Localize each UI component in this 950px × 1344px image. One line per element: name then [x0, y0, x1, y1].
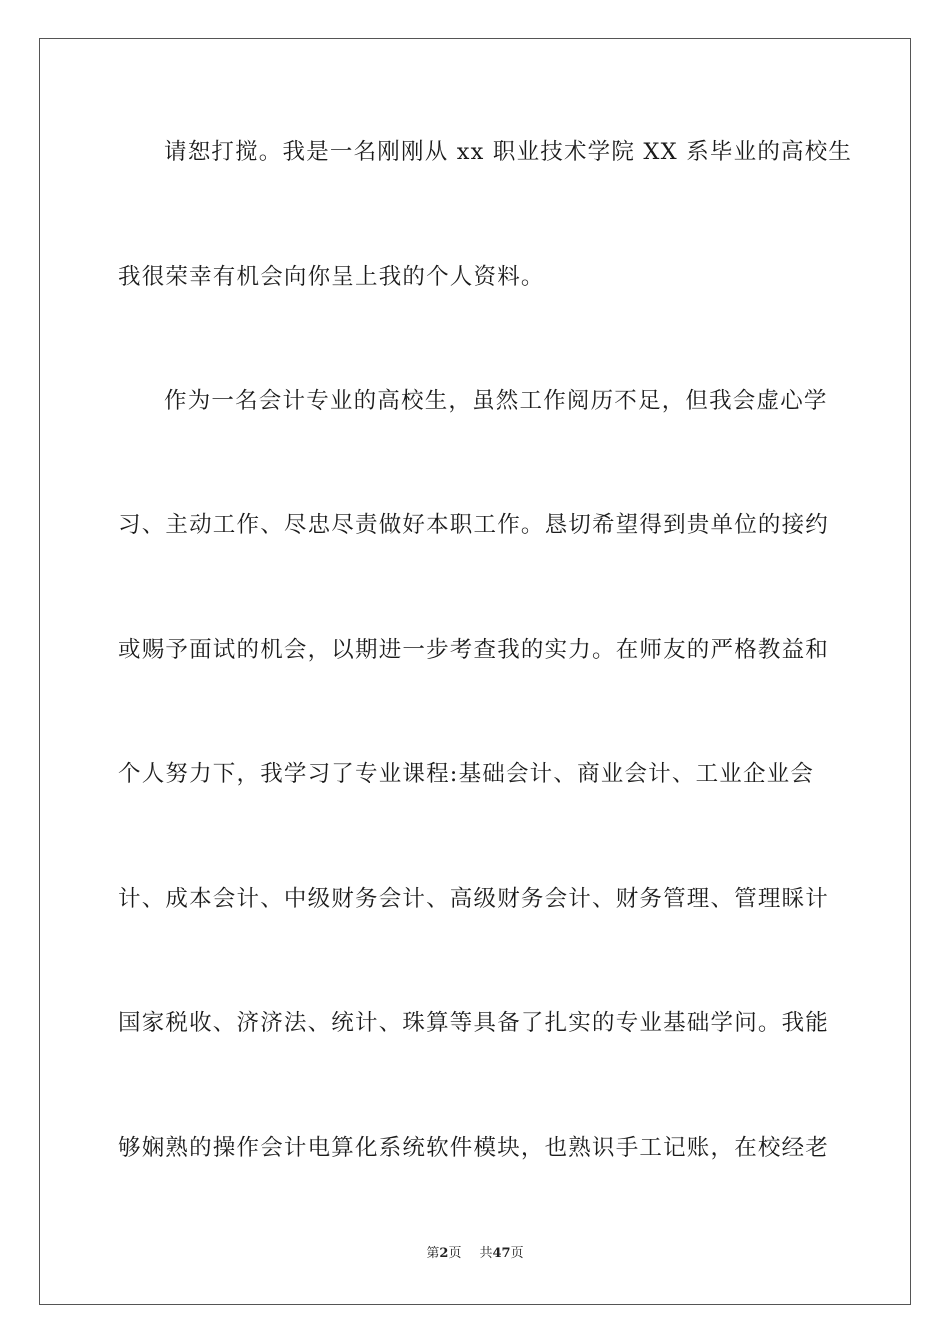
paragraph-2-line-1: 作为一名会计专业的高校生，虽然工作阅历不足，但我会虚心学	[164, 388, 828, 414]
total-pages: 47	[492, 1246, 511, 1261]
total-prefix: 共	[479, 1246, 493, 1261]
paragraph-2-line-6: 国家税收、济济法、统计、珠算等具备了扎实的专业基础学问。我能	[118, 1010, 830, 1036]
page-number: 2	[439, 1246, 449, 1261]
paragraph-2-line-5: 计、成本会计、中级财务会计、高级财务会计、财务管理、管理睬计	[118, 886, 830, 912]
page-prefix: 第	[426, 1246, 440, 1261]
paragraph-2-line-4: 个人努力下，我学习了专业课程:基础会计、商业会计、工业企业会	[118, 761, 815, 787]
paragraph-1-line-1: 请恕打搅。我是一名刚刚从 xx 职业技术学院 XX 系毕业的高校生	[164, 139, 853, 165]
paragraph-2-line-3: 或赐予面试的机会，以期进一步考查我的实力。在师友的严格教益和	[118, 637, 830, 663]
page-border	[39, 38, 911, 1305]
paragraph-1-line-2: 我很荣幸有机会向你呈上我的个人资料。	[118, 264, 545, 290]
total-suffix: 页	[510, 1246, 524, 1261]
paragraph-2-line-2: 习、主动工作、尽忠尽责做好本职工作。恳切希望得到贵单位的接约	[118, 512, 830, 538]
page-suffix: 页	[448, 1246, 462, 1261]
paragraph-2-line-7: 够娴熟的操作会计电算化系统软件模块，也熟识手工记账，在校经老	[118, 1135, 830, 1161]
page-footer	[0, 1245, 950, 1263]
